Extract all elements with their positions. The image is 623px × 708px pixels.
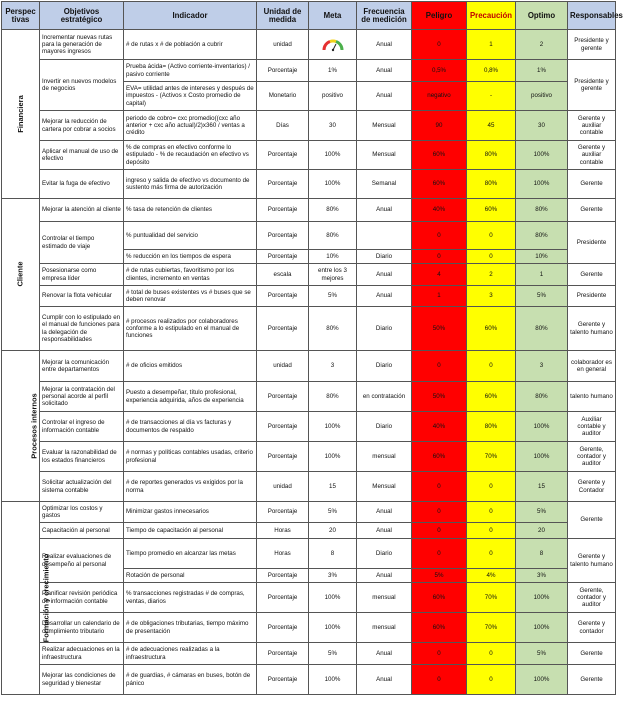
peligro-cell: 0: [412, 523, 467, 539]
table-row: [2, 472, 616, 502]
frecuencia-cell: Anual: [357, 30, 412, 60]
optimo-cell: 1%: [516, 60, 568, 82]
gauge-icon: [322, 38, 344, 52]
peligro-cell: 0: [412, 472, 467, 502]
header-unidad: Unidad de medida: [257, 2, 309, 30]
table-row: [2, 199, 616, 222]
precaucion-cell: 60%: [467, 382, 516, 412]
responsables-cell: Gerente: [568, 502, 616, 539]
indicador-cell: Tiempo promedio en alcanzar las metas: [124, 539, 257, 569]
peligro-cell: negativo: [412, 82, 467, 111]
optimo-cell: 20: [516, 523, 568, 539]
meta-cell: 80%: [309, 199, 357, 222]
table-row: [2, 111, 616, 141]
peligro-cell: 60%: [412, 141, 467, 170]
peligro-cell: 60%: [412, 583, 467, 613]
frecuencia-cell: mensual: [357, 583, 412, 613]
frecuencia-cell: Anual: [357, 82, 412, 111]
unidad-cell: Porcentaje: [257, 382, 309, 412]
unidad-cell: Porcentaje: [257, 222, 309, 250]
precaucion-cell: 45: [467, 111, 516, 141]
meta-cell: 3: [309, 351, 357, 382]
table-row: [2, 264, 616, 286]
objetivo-cell: Controlar el tiempo estimado de viaje: [40, 222, 124, 264]
objetivo-cell: Optimizar los costos y gastos: [40, 502, 124, 523]
unidad-cell: Porcentaje: [257, 412, 309, 442]
header-precaucion: Precaución: [467, 2, 516, 30]
precaucion-cell: 0: [467, 250, 516, 264]
indicador-cell: # de adecuaciones realizadas a la infraestructura: [124, 643, 257, 665]
meta-cell: 3%: [309, 569, 357, 583]
optimo-cell: 5%: [516, 286, 568, 307]
meta-cell: positivo: [309, 82, 357, 111]
precaucion-cell: 3: [467, 286, 516, 307]
frecuencia-cell: Mensual: [357, 141, 412, 170]
objetivo-cell: Mejorar la comunicación entre departamentos: [40, 351, 124, 382]
peligro-cell: 5%: [412, 569, 467, 583]
frecuencia-cell: Anual: [357, 523, 412, 539]
table-row: [2, 539, 616, 569]
objetivo-cell: Controlar el ingreso de información contable: [40, 412, 124, 442]
table-row: [2, 60, 616, 82]
peligro-cell: 0: [412, 539, 467, 569]
optimo-cell: 100%: [516, 583, 568, 613]
indicador-cell: % puntualidad del servicio: [124, 222, 257, 250]
optimo-cell: 100%: [516, 170, 568, 199]
indicador-cell: # procesos realizados por colaboradores conforme a lo estipulado en el manual de funciones: [124, 307, 257, 351]
indicador-cell: Rotación de personal: [124, 569, 257, 583]
objetivo-cell: Capacitación al personal: [40, 523, 124, 539]
table-row: [2, 442, 616, 472]
peligro-cell: 40%: [412, 199, 467, 222]
header-row: [2, 2, 616, 30]
objetivo-cell: Cumplir con lo estipulado en el manual de funciones para la delegación de responsabilidades: [40, 307, 124, 351]
frecuencia-cell: mensual: [357, 442, 412, 472]
frecuencia-cell: Diario: [357, 250, 412, 264]
indicador-cell: % de compras en efectivo conforme lo estipulado - % de recaudación en efectivo vs depósito: [124, 141, 257, 170]
meta-cell: 80%: [309, 382, 357, 412]
precaucion-cell: 0: [467, 665, 516, 695]
peligro-cell: 0,5%: [412, 60, 467, 82]
precaucion-cell: 80%: [467, 412, 516, 442]
peligro-cell: 60%: [412, 442, 467, 472]
objetivo-cell: Desarrollar un calendario de cumplimiento tributario: [40, 613, 124, 643]
meta-cell: 1%: [309, 60, 357, 82]
objetivo-cell: Solicitar actualización del sistema contable: [40, 472, 124, 502]
frecuencia-cell: Diario: [357, 412, 412, 442]
table-row: [2, 141, 616, 170]
perspective-formacion: Formación y crecimiento: [2, 502, 40, 695]
peligro-cell: 40%: [412, 412, 467, 442]
precaucion-cell: 0: [467, 523, 516, 539]
objetivo-cell: Posesionarse como empresa líder: [40, 264, 124, 286]
meta-cell: 100%: [309, 613, 357, 643]
table-row: [2, 382, 616, 412]
header-objetivos: Objetivos estratégico: [40, 2, 124, 30]
responsables-cell: Gerente, contador y auditor: [568, 442, 616, 472]
peligro-cell: 60%: [412, 170, 467, 199]
unidad-cell: Porcentaje: [257, 286, 309, 307]
objetivo-cell: Planificar revisión periódica de información contable: [40, 583, 124, 613]
frecuencia-cell: Anual: [357, 60, 412, 82]
indicador-cell: # de guardias, # cámaras en buses, botón de pánico: [124, 665, 257, 695]
objetivo-cell: Renovar la flota vehicular: [40, 286, 124, 307]
table-row: [2, 307, 616, 351]
responsables-cell: talento humano: [568, 382, 616, 412]
table-row: [2, 222, 616, 250]
meta-cell: 10%: [309, 250, 357, 264]
objetivo-cell: Invertir en nuevos modelos de negocios: [40, 60, 124, 111]
unidad-cell: Porcentaje: [257, 250, 309, 264]
header-perspectivas: Perspec tivas: [2, 2, 40, 30]
meta-cell: 100%: [309, 442, 357, 472]
frecuencia-cell: Mensual: [357, 472, 412, 502]
optimo-cell: 8: [516, 539, 568, 569]
meta-cell: 80%: [309, 222, 357, 250]
header-meta: Meta: [309, 2, 357, 30]
optimo-cell: positivo: [516, 82, 568, 111]
frecuencia-cell: Anual: [357, 286, 412, 307]
meta-cell: 100%: [309, 170, 357, 199]
table-row: [2, 583, 616, 613]
precaucion-cell: 70%: [467, 442, 516, 472]
responsables-cell: Gerente y talento humano: [568, 539, 616, 583]
header-optimo: Optimo: [516, 2, 568, 30]
responsables-cell: Gerente y talento humano: [568, 307, 616, 351]
frecuencia-cell: Anual: [357, 199, 412, 222]
indicador-cell: ingreso y salida de efectivo vs documento de sustento más firma de autorización: [124, 170, 257, 199]
optimo-cell: 80%: [516, 382, 568, 412]
frecuencia-cell: Diario: [357, 539, 412, 569]
table-row: [2, 286, 616, 307]
objetivo-cell: Realizar evaluaciones de desempeño al personal: [40, 539, 124, 583]
objetivo-cell: Incrementar nuevas rutas para la generación de mayores ingresos: [40, 30, 124, 60]
meta-cell: 100%: [309, 412, 357, 442]
peligro-cell: 0: [412, 643, 467, 665]
table-row: [2, 30, 616, 60]
objetivo-cell: Mejorar la contratación del personal acorde al perfil solicitado: [40, 382, 124, 412]
table-row: [2, 523, 616, 539]
indicador-cell: # de rutas cubiertas, favoritismo por los clientes, incremento en ventas: [124, 264, 257, 286]
table-row: [2, 665, 616, 695]
unidad-cell: Porcentaje: [257, 199, 309, 222]
header-responsables: Responsables: [568, 2, 616, 30]
optimo-cell: 100%: [516, 412, 568, 442]
optimo-cell: 80%: [516, 307, 568, 351]
frecuencia-cell: Anual: [357, 502, 412, 523]
responsables-cell: Gerente y auxiliar contable: [568, 111, 616, 141]
peligro-cell: 50%: [412, 382, 467, 412]
balanced-scorecard-table: [1, 1, 623, 695]
peligro-cell: 0: [412, 351, 467, 382]
optimo-cell: 80%: [516, 199, 568, 222]
responsables-cell: Gerente: [568, 264, 616, 286]
indicador-cell: Puesto a desempeñar, título profesional, experiencia adquirida, años de experiencia: [124, 382, 257, 412]
indicador-cell: # total de buses existentes vs # buses que se deben renovar: [124, 286, 257, 307]
frecuencia-cell: Anual: [357, 665, 412, 695]
objetivo-cell: Evaluar la razonabilidad de los estados financieros: [40, 442, 124, 472]
precaucion-cell: 0: [467, 351, 516, 382]
precaucion-cell: -: [467, 82, 516, 111]
meta-cell: 30: [309, 111, 357, 141]
indicador-cell: Minimizar gastos innecesarios: [124, 502, 257, 523]
perspective-procesos: Procesos internos: [2, 351, 40, 502]
table-row: [2, 643, 616, 665]
meta-cell: 5%: [309, 502, 357, 523]
unidad-cell: Porcentaje: [257, 665, 309, 695]
unidad-cell: Porcentaje: [257, 583, 309, 613]
unidad-cell: Horas: [257, 523, 309, 539]
table-row: [2, 502, 616, 523]
objetivo-cell: Mejorar las condiciones de seguridad y bienestar: [40, 665, 124, 695]
precaucion-cell: 1: [467, 30, 516, 60]
precaucion-cell: 0: [467, 539, 516, 569]
meta-cell: 5%: [309, 643, 357, 665]
frecuencia-cell: [357, 222, 412, 250]
indicador-cell: % transacciones registradas # de compras, ventas, diarios: [124, 583, 257, 613]
frecuencia-cell: Mensual: [357, 111, 412, 141]
peligro-cell: 1: [412, 286, 467, 307]
unidad-cell: Porcentaje: [257, 643, 309, 665]
responsables-cell: Gerente y Contador: [568, 472, 616, 502]
table-row: [2, 613, 616, 643]
unidad-cell: Porcentaje: [257, 170, 309, 199]
responsables-cell: Gerente y auxiliar contable: [568, 141, 616, 170]
indicador-cell: Prueba ácida= (Activo corriente-inventarios) / pasivo corriente: [124, 60, 257, 82]
table-row: [2, 351, 616, 382]
frecuencia-cell: Semanal: [357, 170, 412, 199]
meta-cell: 8: [309, 539, 357, 569]
precaucion-cell: 0: [467, 472, 516, 502]
responsables-cell: Gerente: [568, 199, 616, 222]
frecuencia-cell: Diario: [357, 307, 412, 351]
optimo-cell: 100%: [516, 665, 568, 695]
objetivo-cell: Aplicar el manual de uso de efectivo: [40, 141, 124, 170]
precaucion-cell: 80%: [467, 141, 516, 170]
unidad-cell: unidad: [257, 351, 309, 382]
meta-cell: entre los 3 mejores: [309, 264, 357, 286]
precaucion-cell: 0: [467, 222, 516, 250]
peligro-cell: 0: [412, 502, 467, 523]
indicador-cell: # de oficios emitidos: [124, 351, 257, 382]
indicador-cell: # de rutas x # de población a cubrir: [124, 30, 257, 60]
unidad-cell: Monetario: [257, 82, 309, 111]
optimo-cell: 10%: [516, 250, 568, 264]
optimo-cell: 2: [516, 30, 568, 60]
peligro-cell: 0: [412, 222, 467, 250]
meta-cell: 20: [309, 523, 357, 539]
precaucion-cell: 70%: [467, 583, 516, 613]
frecuencia-cell: en contratación: [357, 382, 412, 412]
responsables-cell: Gerente: [568, 643, 616, 665]
optimo-cell: 30: [516, 111, 568, 141]
unidad-cell: Porcentaje: [257, 569, 309, 583]
responsables-cell: Presidente y gerente: [568, 30, 616, 60]
precaucion-cell: 70%: [467, 613, 516, 643]
unidad-cell: unidad: [257, 472, 309, 502]
objetivo-cell: Mejorar la atención al cliente: [40, 199, 124, 222]
optimo-cell: 3%: [516, 569, 568, 583]
responsables-cell: Presidente: [568, 286, 616, 307]
unidad-cell: Porcentaje: [257, 442, 309, 472]
header-peligro: Peligro: [412, 2, 467, 30]
frecuencia-cell: Anual: [357, 569, 412, 583]
optimo-cell: 1: [516, 264, 568, 286]
indicador-cell: # de transacciones al día vs facturas y documentos de respaldo: [124, 412, 257, 442]
perspective-financiera: Financiera: [2, 30, 40, 199]
responsables-cell: Auxiliar contable y auditor: [568, 412, 616, 442]
unidad-cell: Porcentaje: [257, 613, 309, 643]
indicador-cell: % tasa de retención de clientes: [124, 199, 257, 222]
frecuencia-cell: Anual: [357, 264, 412, 286]
meta-cell: 100%: [309, 665, 357, 695]
meta-cell: 80%: [309, 307, 357, 351]
objetivo-cell: Realizar adecuaciones en la infraestructura: [40, 643, 124, 665]
responsables-cell: Gerente, contador y auditor: [568, 583, 616, 613]
precaucion-cell: 60%: [467, 199, 516, 222]
peligro-cell: 0: [412, 250, 467, 264]
indicador-cell: Tiempo de capacitación al personal: [124, 523, 257, 539]
indicador-cell: # de reportes generados vs exigidos por la norma: [124, 472, 257, 502]
responsables-cell: Gerente: [568, 665, 616, 695]
indicador-cell: # de obligaciones tributarias, tiempo máximo de presentación: [124, 613, 257, 643]
optimo-cell: 100%: [516, 141, 568, 170]
responsables-cell: Gerente: [568, 170, 616, 199]
precaucion-cell: 2: [467, 264, 516, 286]
indicador-cell: periodo de cobro= cxc promedio((cxc año anterior + cxc año actual)/2)x360 / ventas a crédito: [124, 111, 257, 141]
optimo-cell: 80%: [516, 222, 568, 250]
unidad-cell: Días: [257, 111, 309, 141]
meta-gauge-cell: [309, 30, 357, 60]
frecuencia-cell: Anual: [357, 643, 412, 665]
meta-cell: 5%: [309, 286, 357, 307]
peligro-cell: 0: [412, 30, 467, 60]
precaucion-cell: 0,8%: [467, 60, 516, 82]
peligro-cell: 60%: [412, 613, 467, 643]
frecuencia-cell: Diario: [357, 351, 412, 382]
unidad-cell: Horas: [257, 539, 309, 569]
unidad-cell: Porcentaje: [257, 502, 309, 523]
responsables-cell: Gerente y contador: [568, 613, 616, 643]
peligro-cell: 50%: [412, 307, 467, 351]
peligro-cell: 90: [412, 111, 467, 141]
unidad-cell: Porcentaje: [257, 307, 309, 351]
header-frecuencia: Frecuencia de medición: [357, 2, 412, 30]
meta-cell: 15: [309, 472, 357, 502]
precaucion-cell: 0: [467, 643, 516, 665]
optimo-cell: 5%: [516, 643, 568, 665]
peligro-cell: 4: [412, 264, 467, 286]
indicador-cell: % reducción en los tiempos de espera: [124, 250, 257, 264]
precaucion-cell: 60%: [467, 307, 516, 351]
precaucion-cell: 0: [467, 502, 516, 523]
objetivo-cell: Mejorar la reducción de cartera por cobrar a socios: [40, 111, 124, 141]
indicador-cell: EVA= utilidad antes de intereses y después de impuestos - (Activos x Costo promedio de capital): [124, 82, 257, 111]
optimo-cell: 100%: [516, 613, 568, 643]
meta-cell: 100%: [309, 583, 357, 613]
objetivo-cell: Evitar la fuga de efectivo: [40, 170, 124, 199]
header-indicador: Indicador: [124, 2, 257, 30]
responsables-cell: Presidente: [568, 222, 616, 264]
table-row: [2, 412, 616, 442]
peligro-cell: 0: [412, 665, 467, 695]
unidad-cell: Porcentaje: [257, 60, 309, 82]
perspective-cliente: Cliente: [2, 199, 40, 351]
optimo-cell: 100%: [516, 442, 568, 472]
optimo-cell: 5%: [516, 502, 568, 523]
unidad-cell: unidad: [257, 30, 309, 60]
precaucion-cell: 80%: [467, 170, 516, 199]
unidad-cell: Porcentaje: [257, 141, 309, 170]
precaucion-cell: 4%: [467, 569, 516, 583]
optimo-cell: 15: [516, 472, 568, 502]
responsables-cell: Presidente y gerente: [568, 60, 616, 111]
unidad-cell: escala: [257, 264, 309, 286]
meta-cell: 100%: [309, 141, 357, 170]
optimo-cell: 3: [516, 351, 568, 382]
responsables-cell: colaborador es en general: [568, 351, 616, 382]
indicador-cell: # normas y políticas contables usadas, criterio profesional: [124, 442, 257, 472]
frecuencia-cell: mensual: [357, 613, 412, 643]
table-row: [2, 170, 616, 199]
